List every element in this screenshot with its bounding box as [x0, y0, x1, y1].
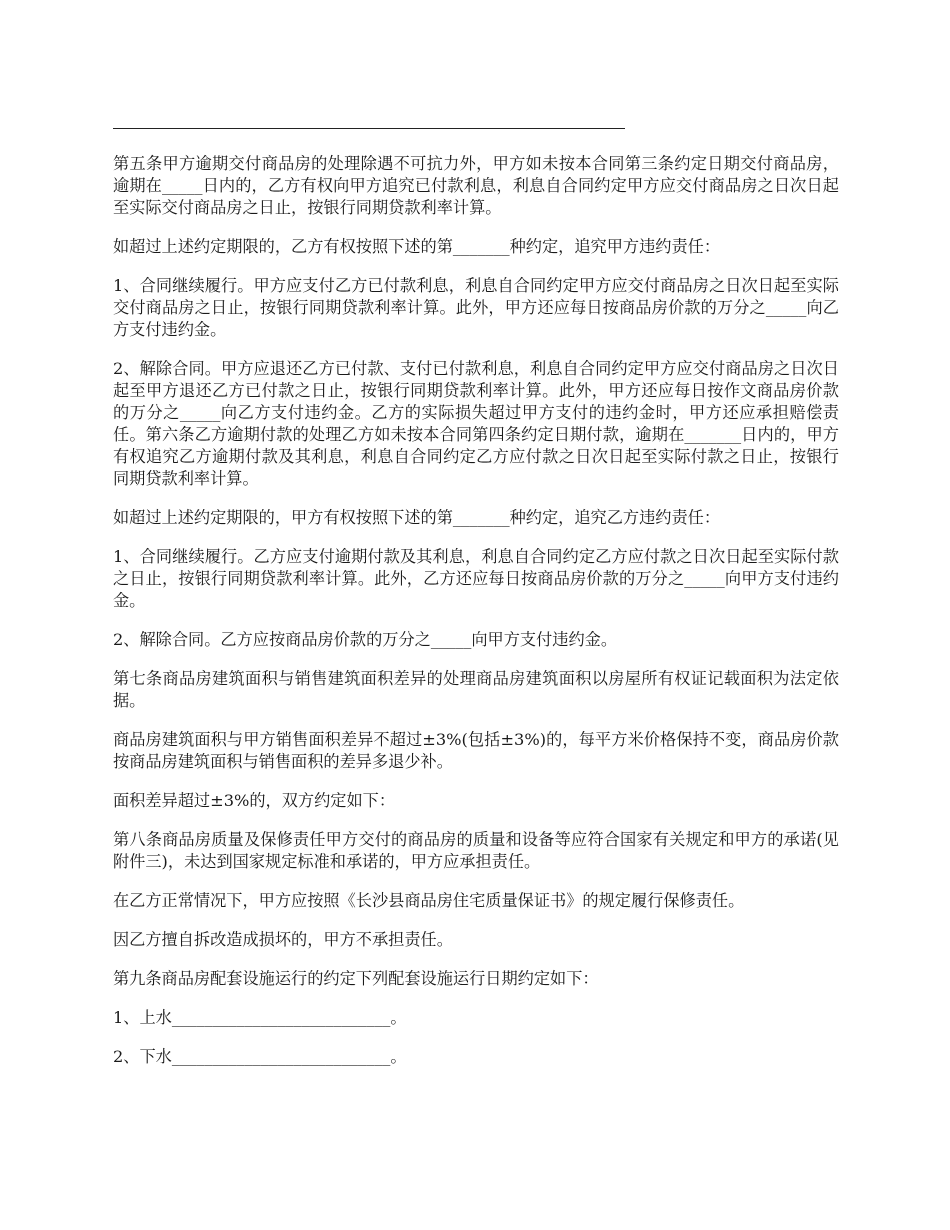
damage-exemption-paragraph: 因乙方擅自拆改造成损坏的，甲方不承担责任。	[113, 930, 453, 949]
seller-remedy-choice: 如超过上述约定期限的，甲方有权按照下述的第_______种约定，追究乙方违约责任：	[113, 508, 721, 527]
clause-7-paragraph: 第七条商品房建筑面积与销售建筑面积差异的处理商品房建筑面积以房屋所有权证记载面积为法定依据。	[113, 669, 839, 710]
facility-drainage: 2、下水___________________________。	[113, 1047, 407, 1066]
warranty-paragraph: 在乙方正常情况下，甲方应按照《长沙县商品房住宅质量保证书》的规定履行保修责任。	[113, 891, 745, 910]
clause-8-paragraph: 第八条商品房质量及保修责任甲方交付的商品房的质量和设备等应符合国家有关规定和甲方的承诺(见附件三)，未达到国家规定标准和承诺的，甲方应承担责任。	[113, 830, 839, 871]
clause-5-paragraph: 第五条甲方逾期交付商品房的处理除遇不可抗力外，甲方如未按本合同第三条约定日期交付商品房，逾期在_____日内的，乙方有权向甲方追究已付款利息，利息自合同约定甲方应交付商品房之日次日起至实际交付商品房之日止，按银行同期贷款利率计算。	[113, 154, 839, 217]
buyer-remedy-option-1: 1、合同继续履行。甲方应支付乙方已付款利息，利息自合同约定甲方应交付商品房之日次日起至实际交付商品房之日止，按银行同期贷款利率计算。此外，甲方还应每日按商品房价款的万分之_____向乙方支付违约金。	[113, 276, 839, 339]
area-difference-over-3pct: 面积差异超过±3%的，双方约定如下：	[113, 791, 396, 810]
top-rule	[113, 128, 625, 129]
seller-remedy-option-2: 2、解除合同。乙方应按商品房价款的万分之_____向甲方支付违约金。	[113, 630, 618, 649]
area-difference-within-3pct: 商品房建筑面积与甲方销售面积差异不超过±3%(包括±3%)的，每平方米价格保持不变，商品房价款按商品房建筑面积与销售面积的差异多退少补。	[113, 730, 839, 771]
seller-remedy-option-1: 1、合同继续履行。乙方应支付逾期付款及其利息，利息自合同约定乙方应付款之日次日起至实际付款之日止，按银行同期贷款利率计算。此外，乙方还应每日按商品房价款的万分之_____向甲方支付违约金。	[113, 547, 839, 610]
buyer-remedy-choice: 如超过上述约定期限的，乙方有权按照下述的第_______种约定，追究甲方违约责任：	[113, 237, 721, 256]
buyer-remedy-option-2: 2、解除合同。甲方应退还乙方已付款、支付已付款利息，利息自合同约定甲方应交付商品房之日次日起至甲方退还乙方已付款之日止，按银行同期贷款利率计算。此外，甲方还应每日按作文商品房价款的万分之_____向乙方支付违约金。乙方的实际损失超过甲方支付的违约金时，甲方还应承担赔偿责任。第六条乙方逾期付款的处理乙方如未按本合同第四条约定日期付款，逾期在_______日内的，甲方有权追究乙方逾期付款及其利息，利息自合同约定乙方应付款之日次日起至实际付款之日止，按银行同期贷款利率计算。	[113, 359, 839, 488]
facility-water-supply: 1、上水___________________________。	[113, 1008, 407, 1027]
document-page	[113, 110, 839, 1085]
clause-9-paragraph: 第九条商品房配套设施运行的约定下列配套设施运行日期约定如下：	[113, 969, 599, 988]
